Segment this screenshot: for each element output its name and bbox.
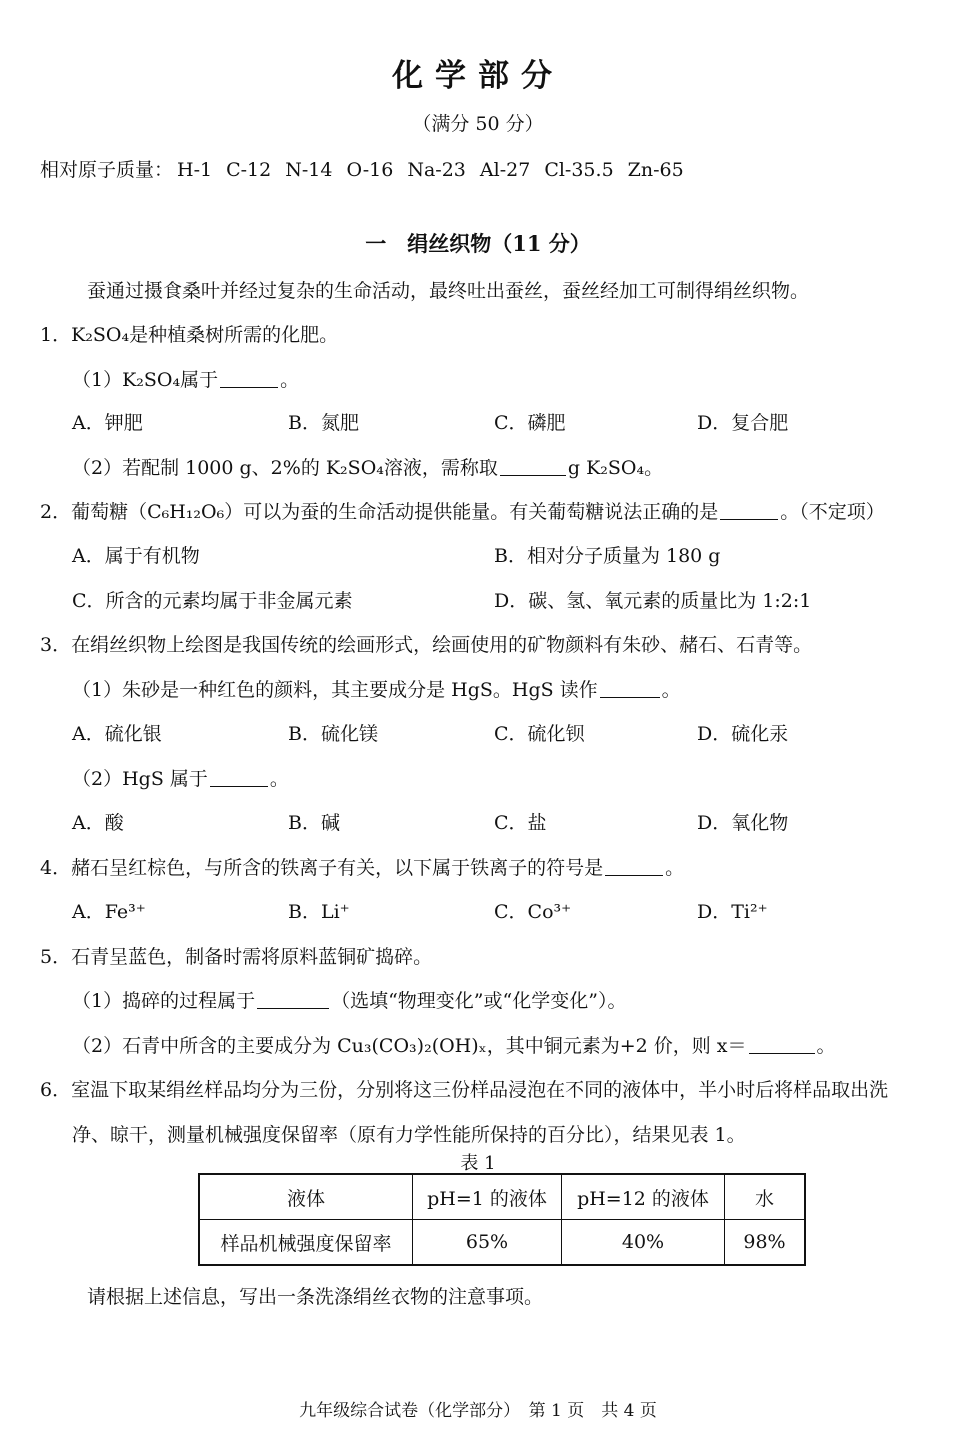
- table-caption: 表 1: [460, 1153, 496, 1174]
- full-score: （满分 50 分）: [412, 113, 544, 135]
- q3-part2-end: 。: [269, 768, 289, 790]
- q5-stem: 5．石青呈蓝色，制备时需将原料蓝铜矿捣碎。: [40, 946, 433, 968]
- atomic-mass-item: Al-27: [479, 159, 531, 181]
- option-a: A．硫化银: [72, 723, 162, 745]
- q3-part1-text: （1）朱砂是一种红色的颜料，其主要成分是 HgS。HgS 读作: [72, 679, 598, 701]
- atomic-mass-item: H-1: [177, 159, 213, 181]
- q2-stem: [40, 497, 885, 524]
- section-heading: 一 绢丝织物（11 分）: [365, 231, 591, 256]
- atomic-mass-item: Cl-35.5: [544, 159, 614, 181]
- table-header-cell: 液体: [199, 1174, 413, 1220]
- table-cell: 样品机械强度保留率: [199, 1220, 413, 1266]
- option-c: C．磷肥: [494, 412, 566, 434]
- atomic-mass-item: Zn-65: [627, 159, 684, 181]
- atomic-mass-label: 相对原子质量：: [40, 159, 174, 181]
- atomic-mass-item: N-14: [285, 159, 333, 181]
- option-b: B．Li⁺: [288, 901, 350, 923]
- q4-stem: [40, 853, 684, 880]
- intro-paragraph: 蚕通过摄食桑叶并经过复杂的生命活动，最终吐出蚕丝，蚕丝经加工可制得绢丝织物。: [87, 280, 810, 302]
- page-title: 化学部分: [392, 58, 564, 94]
- table-cell: 40%: [562, 1220, 725, 1266]
- results-table: [198, 1173, 806, 1266]
- option-d: D．硫化汞: [697, 723, 789, 745]
- answer-blank: [257, 1007, 329, 1009]
- answer-blank: [749, 1052, 815, 1054]
- atomic-mass-item: C-12: [226, 159, 272, 181]
- q5-part1: [72, 986, 626, 1013]
- q3-part2: [72, 764, 289, 791]
- q1-part1-text: （1）K₂SO₄属于: [72, 369, 219, 391]
- q1-part2: [72, 453, 663, 480]
- q5-part1-text: （1）捣碎的过程属于: [72, 990, 256, 1012]
- option-a: A．Fe³⁺: [72, 901, 146, 923]
- option-c: C．Co³⁺: [494, 901, 572, 923]
- q2-stem-end: 。（不定项）: [780, 501, 885, 523]
- option-a: A．酸: [72, 812, 124, 834]
- option-b: B．相对分子质量为 180 g: [494, 545, 721, 567]
- q1-part1: [72, 365, 299, 392]
- q3-part1: [72, 675, 681, 702]
- q1-part2-end: g K₂SO₄。: [567, 457, 664, 479]
- q4-stem-text: 4．赭石呈红棕色，与所含的铁离子有关，以下属于铁离子的符号是: [40, 857, 604, 879]
- q6-line2: 净、晾干，测量机械强度保留率（原有力学性能所保持的百分比），结果见表 1。: [72, 1124, 746, 1146]
- table-cell: 98%: [725, 1220, 806, 1266]
- atomic-mass-item: Na-23: [407, 159, 466, 181]
- answer-blank: [605, 874, 663, 876]
- q2-stem-text: 2．葡萄糖（C₆H₁₂O₆）可以为蚕的生命活动提供能量。有关葡萄糖说法正确的是: [40, 501, 719, 523]
- q1-part2-text: （2）若配制 1000 g、2%的 K₂SO₄溶液，需称取: [72, 457, 498, 479]
- table-row: [199, 1220, 805, 1266]
- atomic-mass-item: O-16: [346, 159, 394, 181]
- q4-stem-end: 。: [665, 857, 685, 879]
- table-header-row: [199, 1174, 805, 1220]
- page-footer: 九年级综合试卷（化学部分） 第 1 页 共 4 页: [299, 1401, 657, 1421]
- answer-blank: [210, 785, 268, 787]
- q6-line1: 6．室温下取某绢丝样品均分为三份，分别将这三份样品浸泡在不同的液体中，半小时后将样品取出洗: [40, 1079, 889, 1101]
- option-c: C．盐: [494, 812, 547, 834]
- option-b: B．硫化镁: [288, 723, 378, 745]
- table-cell: 65%: [413, 1220, 562, 1266]
- q5-part2-end: 。: [816, 1035, 836, 1057]
- q3-part2-text: （2）HgS 属于: [72, 768, 208, 790]
- table-header-cell: 水: [725, 1174, 806, 1220]
- q3-part1-end: 。: [661, 679, 681, 701]
- option-d: D．Ti²⁺: [697, 901, 768, 923]
- option-a: A．钾肥: [72, 412, 143, 434]
- q3-stem: 3．在绢丝织物上绘图是我国传统的绘画形式，绘画使用的矿物颜料有朱砂、赭石、石青等。: [40, 634, 813, 656]
- q6-prompt: 请根据上述信息，写出一条洗涤绢丝衣物的注意事项。: [87, 1286, 544, 1308]
- atomic-mass-line: [40, 155, 698, 182]
- option-b: B．氮肥: [288, 412, 359, 434]
- q5-part2-text: （2）石青中所含的主要成分为 Cu₃(CO₃)₂(OH)ₓ，其中铜元素为+2 价，则 x＝: [72, 1035, 747, 1057]
- q1-stem: 1．K₂SO₄是种植桑树所需的化肥。: [40, 324, 339, 346]
- table-header-cell: pH=12 的液体: [562, 1174, 725, 1220]
- option-c: C．所含的元素均属于非金属元素: [72, 590, 353, 612]
- q5-part1-end: （选填“物理变化”或“化学变化”）。: [331, 990, 627, 1012]
- table-header-cell: pH=1 的液体: [413, 1174, 562, 1220]
- option-c: C．硫化钡: [494, 723, 585, 745]
- option-d: D．氧化物: [697, 812, 789, 834]
- option-b: B．碱: [288, 812, 340, 834]
- answer-blank: [500, 474, 566, 476]
- answer-blank: [220, 386, 278, 388]
- answer-blank: [720, 518, 778, 520]
- option-d: D．碳、氢、氧元素的质量比为 1:2:1: [494, 590, 812, 612]
- option-d: D．复合肥: [697, 412, 789, 434]
- q1-part1-end: 。: [280, 369, 300, 391]
- q5-part2: [72, 1031, 836, 1058]
- answer-blank: [600, 696, 660, 698]
- option-a: A．属于有机物: [72, 545, 200, 567]
